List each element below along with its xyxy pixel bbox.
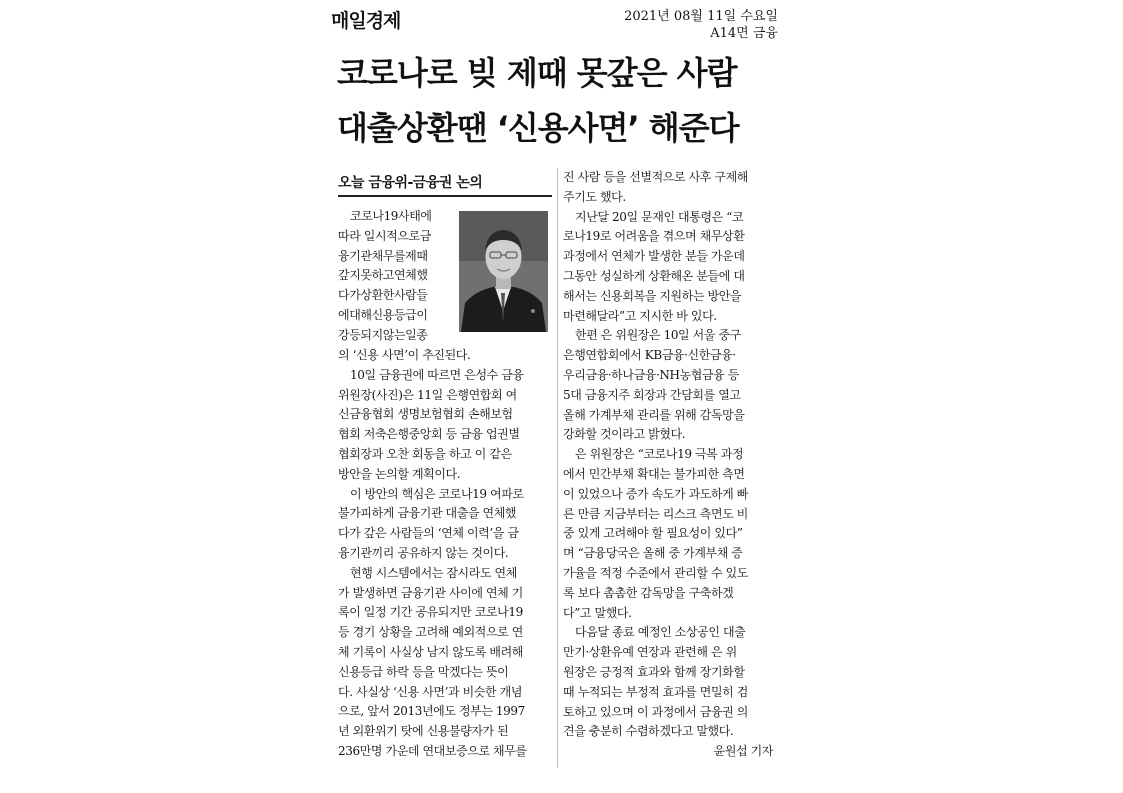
article-body-right (563, 168, 773, 762)
body-line: 년 외환위기 탓에 신용불량자가 된 (338, 724, 509, 739)
body-line: 이 방안의 핵심은 코로나19 여파로 (350, 486, 524, 501)
page-section: A14면 금융 (710, 26, 778, 41)
subhead-rule (338, 195, 552, 197)
body-line: 불가피하게 금융기관 대출을 연체했 (338, 506, 517, 521)
body-line: 록 보다 촘촘한 감독망을 구축하겠 (563, 585, 734, 600)
body-line: 236만명 가운데 연대보증으로 채무를 (338, 743, 527, 758)
body-line: 갚지못하고연체했 (338, 268, 428, 283)
body-line: 방안을 논의할 계획이다. (338, 466, 461, 481)
body-line: 만기·상환유예 연장과 관련해 은 위 (563, 645, 737, 660)
body-line: 한편 은 위원장은 10일 서울 중구 (575, 328, 741, 343)
body-line: 신용등급 하락 등을 막겠다는 뜻이 (338, 664, 509, 679)
body-line: 토하고 있으며 이 과정에서 금융권 의 (563, 704, 748, 719)
body-line: 협회장과 오찬 회동을 하고 이 같은 (338, 446, 512, 461)
body-line: 때 누적되는 부정적 효과를 면밀히 검 (563, 684, 748, 699)
body-line: 과정에서 연체가 발생한 분들 가운데 (563, 249, 745, 264)
body-line: 에서 민간부채 확대는 불가피한 측면 (563, 466, 745, 481)
body-line: 른 만큼 지금부터는 리스크 측면도 비 (563, 506, 748, 521)
body-line: 올해 가계부채 관리를 위해 감독망을 (563, 407, 745, 422)
body-line: 다가 갚은 사람들의 ‘연체 이력’을 금 (338, 526, 519, 541)
article-body-left-top (338, 207, 452, 346)
body-line: 지난달 20일 문재인 대통령은 “코 (575, 209, 744, 224)
body-line: 중 있게 고려해야 할 필요성이 있다” (563, 526, 743, 541)
body-line: 체 기록이 사실상 남지 않도록 배려해 (338, 644, 523, 659)
body-line: 등 경기 상황을 고려해 예외적으로 연 (338, 625, 523, 640)
body-line: 따라 일시적으로금 (338, 228, 431, 243)
body-line: 신금융협회 생명보험협회 손해보험 (338, 407, 513, 422)
body-line: 은행연합회에서 KB금융·신한금융· (563, 348, 736, 363)
body-line: 며 “금융당국은 올해 중 가계부채 증 (563, 546, 743, 561)
body-line: 가율을 적정 수준에서 관리할 수 있도 (563, 565, 748, 580)
article-body-left-bottom (338, 346, 552, 762)
body-line: 강화할 것이라고 밝혔다. (563, 427, 686, 442)
body-line: 마련해달라”고 지시한 바 있다. (563, 308, 717, 323)
body-line: 에대해신용등급이 (338, 307, 428, 322)
body-line: 우리금융·하나금융·NH농협금융 등 (563, 367, 739, 382)
body-line: 원장은 긍정적 효과와 함께 장기화할 (563, 664, 745, 679)
body-line: 융기관끼리 공유하지 않는 것이다. (338, 545, 509, 560)
body-line: 5대 금융지주 회장과 간담회를 열고 (563, 387, 741, 402)
body-line: 으로, 앞서 2013년에도 정부는 1997 (338, 704, 525, 719)
body-line: 가 발생하면 금융기관 사이에 연체 기 (338, 585, 523, 600)
body-line: 코로나19사태에 (350, 209, 432, 223)
body-line: 협회 저축은행중앙회 등 금융 업권별 (338, 427, 520, 442)
publication-meta (624, 8, 778, 42)
body-line: 그동안 성실하게 상환해온 분들에 대 (563, 268, 745, 283)
publication-date: 2021년 08월 11일 수요일 (624, 9, 778, 24)
body-line: 이 있었으나 증가 속도가 과도하게 빠 (563, 486, 748, 501)
body-line: 다가상환한사람들 (338, 288, 428, 303)
body-line: 다. 사실상 ‘신용 사면’과 비슷한 개념 (338, 684, 523, 699)
portrait-image (459, 211, 548, 332)
body-line: 강등되지않는일종 (338, 327, 428, 342)
headline-line-2: 대출상환땐 ‘신용사면’ 해준다 (337, 109, 739, 147)
body-line: 주기도 했다. (563, 189, 626, 204)
body-line: 의 ‘신용 사면’이 추진된다. (338, 348, 471, 362)
body-line: 현행 시스템에서는 잠시라도 연체 (350, 565, 517, 580)
body-line: 록이 일정 기간 공유되지만 코로나19 (338, 605, 523, 620)
body-line: 견을 충분히 수렴하겠다고 말했다. (563, 724, 734, 739)
body-line: 다음달 종료 예정인 소상공인 대출 (575, 625, 746, 640)
body-line: 위원장(사진)은 11일 은행연합회 여 (338, 387, 517, 402)
body-line: 융기관채무를제때 (338, 248, 428, 263)
body-line: 은 위원장은 “코로나19 극복 과정 (575, 447, 744, 462)
newspaper-masthead: 매일경제 (331, 10, 401, 32)
reporter-byline: 윤원섭 기자 (713, 744, 773, 759)
body-line: 10일 금융권에 따르면 은성수 금융 (350, 367, 524, 382)
column-divider (557, 168, 558, 768)
article-headline (337, 46, 777, 156)
body-line: 해서는 신용회복을 지원하는 방안을 (563, 288, 742, 303)
body-line: 로나19로 어려움을 겪으며 채무상환 (563, 229, 745, 244)
headline-line-1: 코로나로 빚 제때 못갚은 사람 (337, 54, 737, 92)
portrait-photo (459, 211, 548, 332)
body-line: 다”고 말했다. (563, 605, 632, 620)
body-line: 진 사람 등을 선별적으로 사후 구제해 (563, 170, 748, 184)
article-subhead: 오늘 금융위-금융권 논의 (338, 175, 483, 191)
